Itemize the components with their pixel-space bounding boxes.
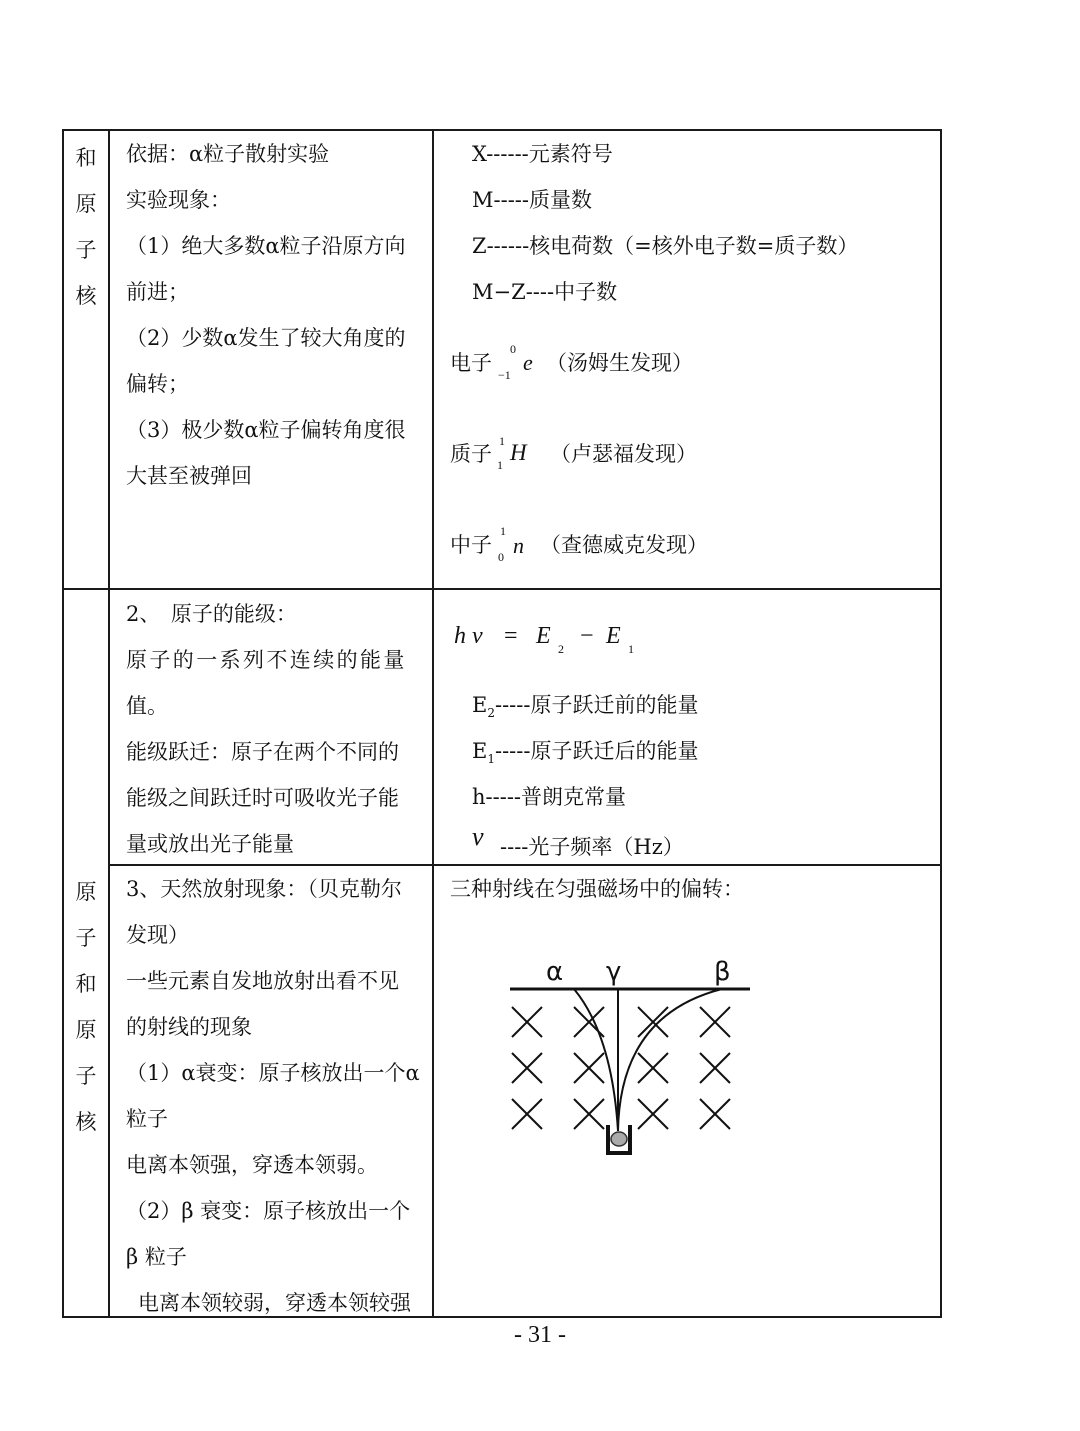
particle-label: 中子: [450, 533, 492, 557]
text-line: X------元素符号: [472, 142, 613, 166]
text-line: （3）极少数α粒子偏转角度很: [126, 418, 406, 442]
symbol: E: [472, 739, 488, 763]
formula-minus: −: [580, 623, 594, 649]
mass-number: 1: [500, 524, 506, 538]
description: -----原子跃迁后的能量: [494, 739, 699, 763]
field-cross-icon: [512, 1099, 542, 1129]
text-line: β 粒子: [126, 1245, 187, 1269]
subscript: 2: [487, 706, 495, 721]
particle-symbol: H: [510, 440, 527, 465]
field-cross-icon: [638, 1099, 668, 1129]
formula-e2: E: [536, 623, 551, 649]
mass-number: 1: [499, 434, 505, 448]
particle-label: 质子: [450, 442, 492, 466]
discoverer-note: （汤姆生发现）: [546, 351, 693, 375]
field-cross-icon: [574, 1053, 604, 1083]
text-line: （2）少数α发生了较大角度的: [126, 326, 406, 350]
col2-divider: [432, 129, 434, 1318]
formula-sub1: 1: [628, 642, 634, 656]
charge-number: −1: [498, 368, 511, 382]
text-line: 值。: [126, 694, 168, 718]
radioactive-source-icon: [611, 1132, 627, 1146]
field-cross-icon: [512, 1007, 542, 1037]
col1-char: 原: [75, 192, 97, 216]
formula-equals: =: [504, 623, 518, 649]
text-line: 电离本领较弱，穿透本领较强: [138, 1291, 411, 1315]
field-cross-icon: [700, 1099, 730, 1129]
text-line: M−Z----中子数: [472, 280, 618, 304]
text-line: 一些元素自发地放射出看不见: [126, 969, 399, 993]
text-line: 的射线的现象: [126, 1015, 252, 1039]
charge-number: 1: [497, 458, 503, 472]
mass-number: 0: [510, 342, 516, 356]
discoverer-note: （卢瑟福发现）: [550, 442, 697, 466]
text-line: （1）α衰变：原子核放出一个α: [126, 1061, 420, 1085]
text-line: 量或放出光子能量: [126, 832, 294, 856]
text-line: M-----质量数: [472, 188, 592, 212]
text-line: 原子的一系列不连续的能量: [126, 648, 407, 672]
subscript: 1: [487, 752, 495, 767]
text-line: 能级跃迁：原子在两个不同的: [126, 740, 399, 764]
description: -----原子跃迁前的能量: [494, 693, 699, 717]
field-cross-icon: [638, 1007, 668, 1037]
col1-char: 子: [75, 238, 97, 262]
text-line: （2）β 衰变：原子核放出一个: [126, 1199, 411, 1223]
text-line: [472, 774, 626, 820]
particle-label: 电子: [450, 351, 492, 375]
particle-symbol: n: [513, 533, 524, 558]
col1-char: 和: [75, 146, 97, 170]
particle-symbol: e: [523, 350, 533, 375]
formula-lhs: hν: [454, 623, 489, 649]
text-line: 偏转；: [126, 372, 189, 396]
formula-e1: E: [606, 623, 621, 649]
magnetic-field-diagram: [500, 955, 760, 1165]
gamma-label: γ: [606, 957, 622, 987]
col1-char: 子: [75, 926, 97, 950]
text-line: ----光子频率（Hz）: [500, 835, 684, 859]
row1-divider: [62, 588, 942, 590]
col1-char: 原: [75, 880, 97, 904]
col1-char: 核: [75, 284, 97, 308]
text-line: 3、天然放射现象：（贝克勒尔: [126, 877, 402, 901]
nu-symbol: ν: [472, 822, 484, 851]
alpha-label: α: [546, 957, 564, 987]
col1-char: 和: [75, 972, 97, 996]
field-cross-icon: [574, 1099, 604, 1129]
text-line: 发现）: [126, 923, 189, 947]
charge-number: 0: [498, 550, 504, 564]
field-cross-icon: [700, 1053, 730, 1083]
text-line: 2、 原子的能级：: [126, 602, 297, 626]
discoverer-note: （查德威克发现）: [540, 533, 708, 557]
beta-label: β: [714, 957, 731, 987]
field-cross-icon: [638, 1053, 668, 1083]
field-cross-icon: [700, 1007, 730, 1037]
text-line: 粒子: [126, 1107, 168, 1131]
text-line: 依据：α粒子散射实验: [126, 142, 330, 166]
diagram-title: 三种射线在匀强磁场中的偏转：: [450, 877, 744, 901]
text-line: 能级之间跃迁时可吸收光子能: [126, 786, 399, 810]
table-right-border: [940, 129, 942, 1318]
symbol: E: [472, 693, 488, 717]
description: -----普朗克常量: [485, 785, 627, 809]
field-markers: [512, 1007, 730, 1129]
text-line: 电离本领强，穿透本领弱。: [126, 1153, 378, 1177]
symbol: h: [472, 785, 486, 809]
text-line: Z------核电荷数（=核外电子数=质子数）: [472, 234, 859, 258]
text-line: （1）绝大多数α粒子沿原方向: [126, 234, 406, 258]
text-line: 前进；: [126, 280, 189, 304]
field-cross-icon: [512, 1053, 542, 1083]
col1-char: 子: [75, 1064, 97, 1088]
page-number: - 31 -: [514, 1322, 566, 1348]
col1-char: 原: [75, 1018, 97, 1042]
formula-sub2: 2: [558, 642, 564, 656]
text-line: 实验现象：: [126, 188, 231, 212]
text-line: 大甚至被弹回: [126, 464, 252, 488]
col1-char: 核: [75, 1110, 97, 1134]
